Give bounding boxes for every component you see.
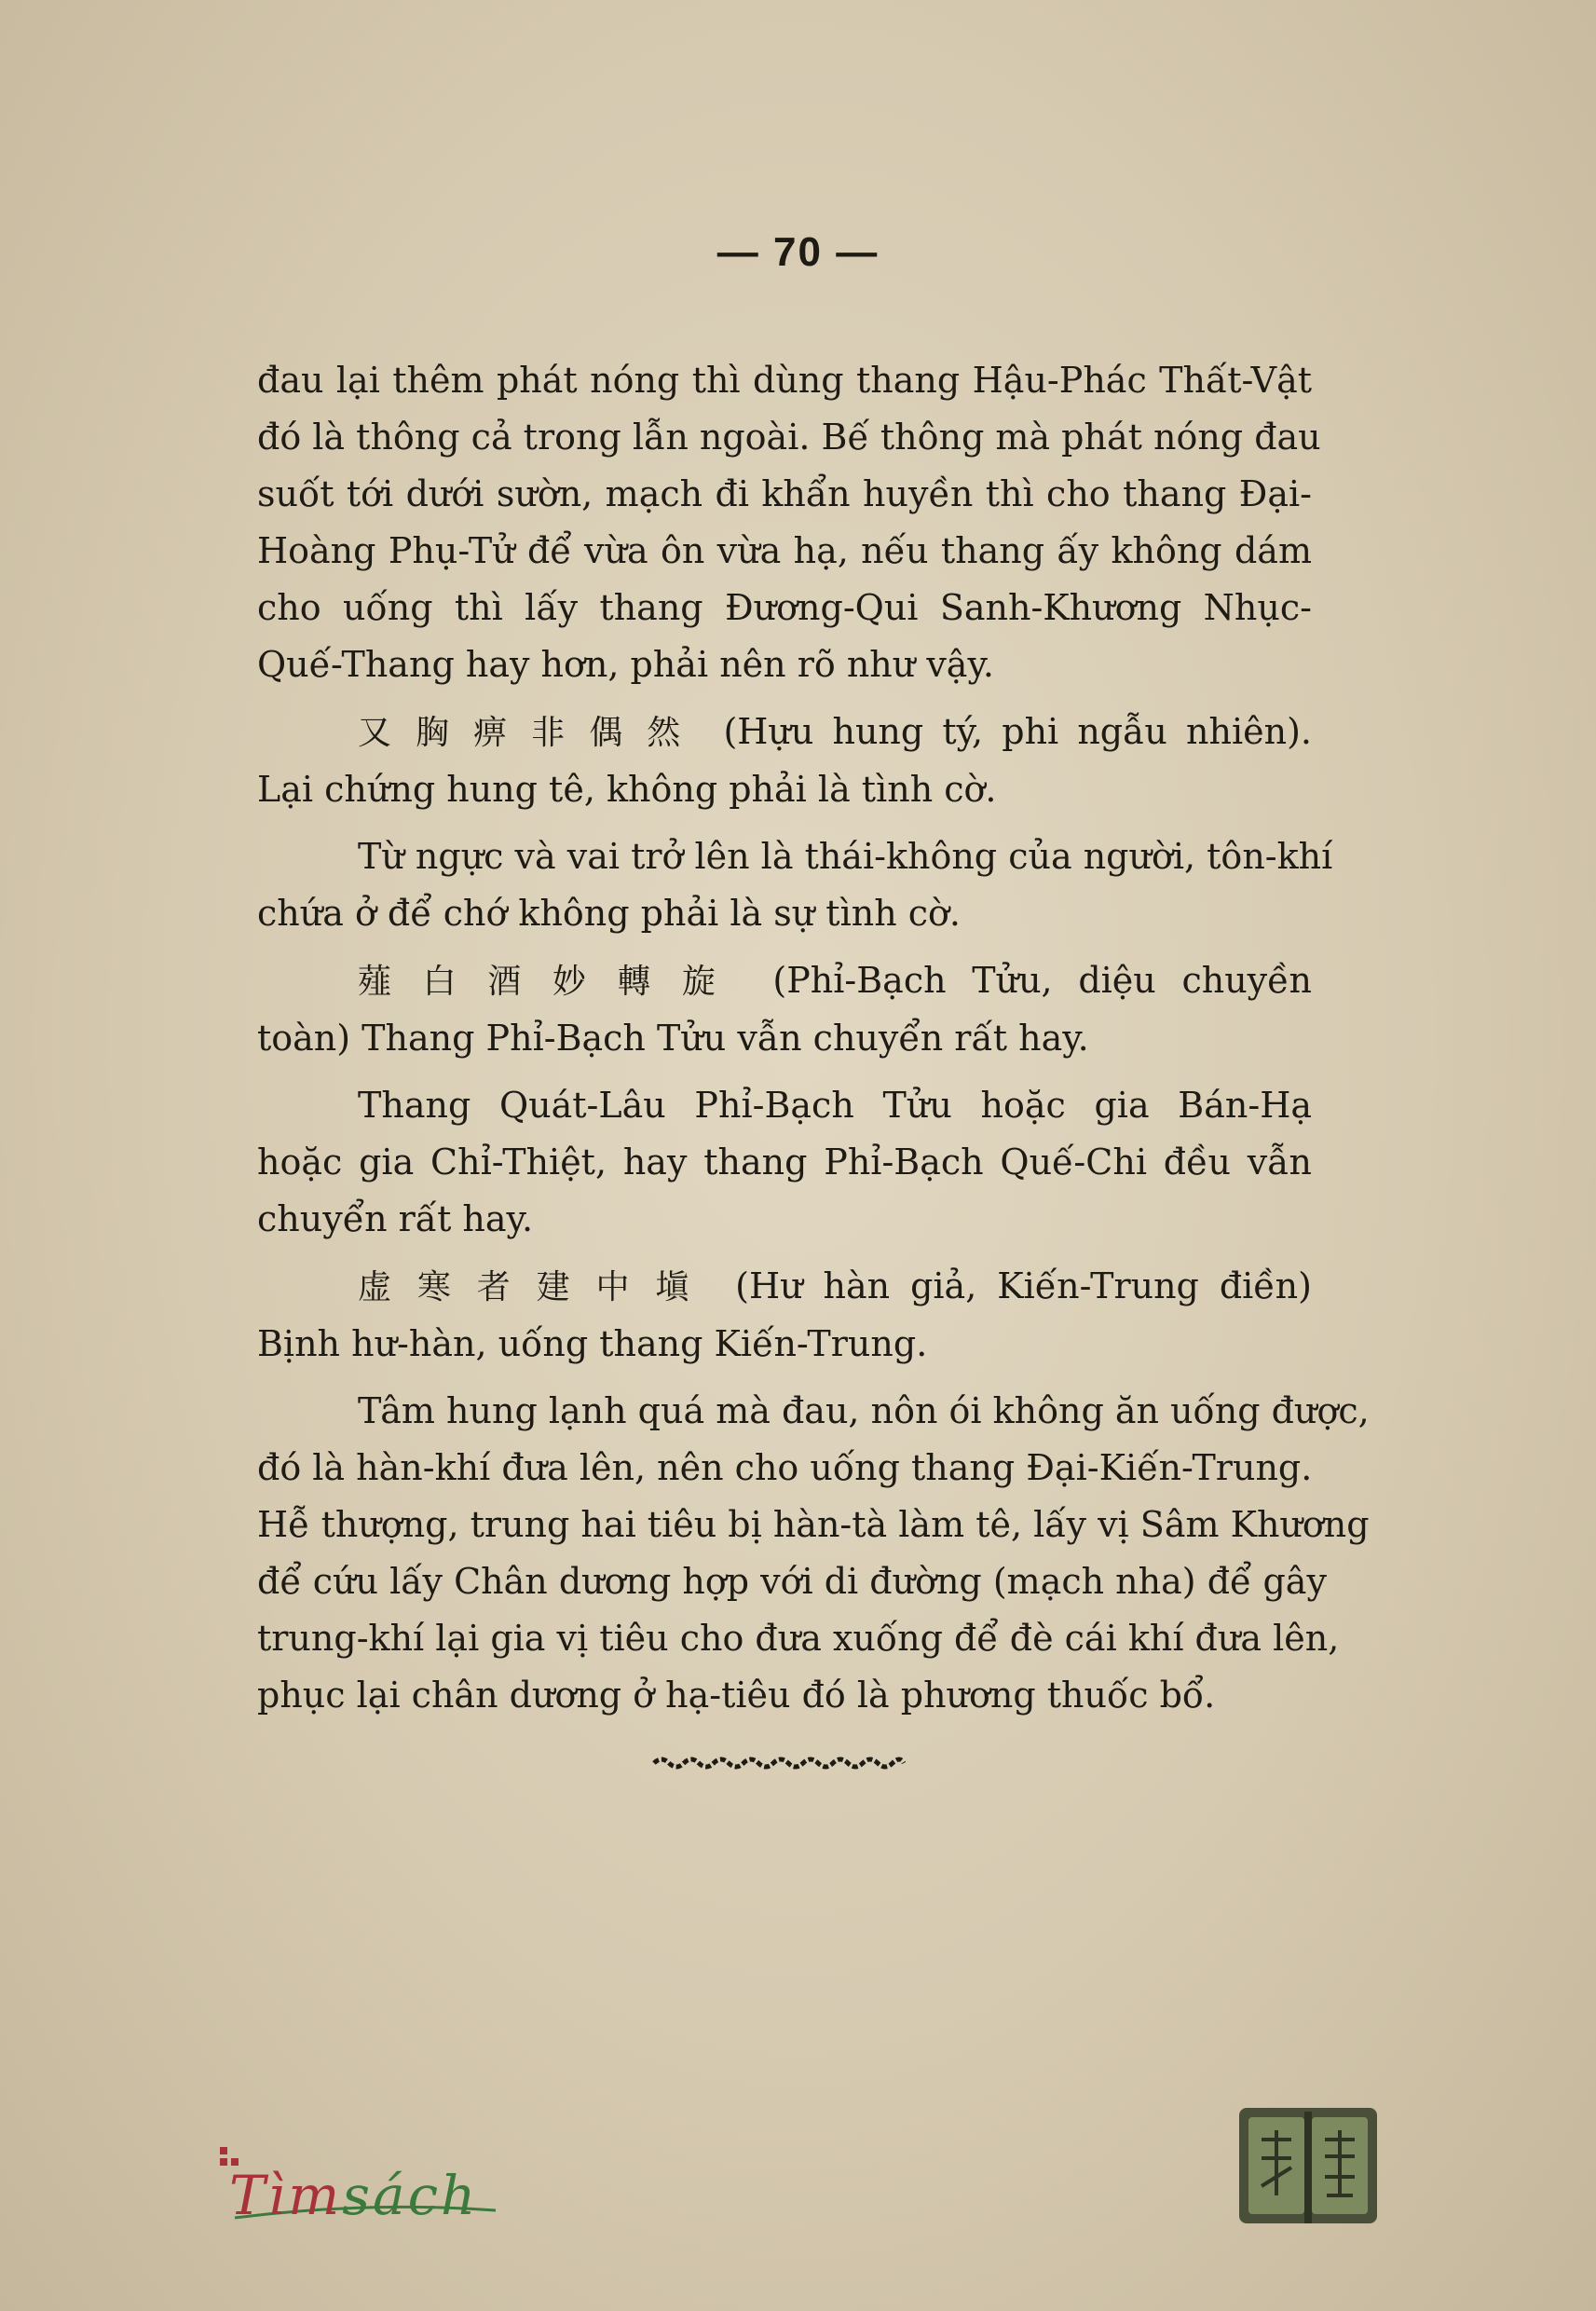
han-characters: 薤白酒妙轉旋 [358,963,747,1001]
brand-text-part1: Tìm [229,2164,343,2227]
text-line: để cứu lấy Chân dương hợp với di đường (mạch nha) để gây [257,1561,1327,1602]
han-characters: 又胸痹非偶然 [358,714,705,752]
text-line: Hoàng Phụ-Tử để vừa ôn vừa hạ, nếu thang ấy không dám [257,530,1312,571]
han-characters: 虚寒者建中塡 [358,1268,716,1306]
brand-watermark [216,2145,514,2229]
document-body [257,352,1370,1734]
text-line: đau lại thêm phát nóng thì dùng thang Hậu-Phác Thất-Vật [257,360,1312,401]
text-line: Quế-Thang hay hơn, phải nên rõ như vậy. [257,644,994,685]
paragraph-5 [257,1077,1312,1248]
section-separator [652,1752,906,1771]
verse-reading: (Hựu hung tý, phi ngẫu nhiên). [723,711,1312,752]
brand-text [229,2164,478,2227]
text-line [257,704,1312,761]
paragraph-6 [257,1258,1312,1373]
text-line: Tâm hung lạnh quá mà đau, nôn ói không ăn uống được, [358,1390,1370,1431]
page-number: — 70 — [716,229,880,275]
book-seal-icon [1234,2102,1383,2233]
paragraph-1 [257,352,1321,693]
text-line: cho uống thì lấy thang Đương-Qui Sanh-Khương Nhục- [257,587,1312,628]
text-line: suốt tới dưới sườn, mạch đi khẩn huyền thì cho thang Đại- [257,473,1312,514]
text-line: toàn) Thang Phỉ-Bạch Tửu vẫn chuyển rất hay. [257,1018,1089,1059]
text-line: phục lại chân dương ở hạ-tiêu đó là phương thuốc bổ. [257,1675,1216,1716]
text-line: đó là thông cả trong lẫn ngoài. Bế thông mà phát nóng đau [257,417,1321,458]
text-line: chứa ở để chớ không phải là sự tình cờ. [257,893,961,934]
text-line: Từ ngực và vai trở lên là thái-không của người, tôn-khí [358,836,1333,877]
text-line: Hễ thượng, trung hai tiêu bị hàn-tà làm tê, lấy vị Sâm Khương [257,1504,1370,1545]
text-line: đó là hàn-khí đưa lên, nên cho uống thang Đại-Kiến-Trung. [257,1447,1313,1488]
paragraph-7 [257,1383,1370,1724]
brand-text-part2: sách [342,2164,479,2227]
text-line: hoặc gia Chỉ-Thiệt, hay thang Phỉ-Bạch Quế-Chi đều vẫn [257,1142,1312,1183]
text-line: trung-khí lại gia vị tiêu cho đưa xuống để đè cái khí đưa lên, [257,1618,1340,1659]
text-line: Lại chứng hung tê, không phải là tình cờ. [257,769,997,810]
text-line: chuyển rất hay. [257,1198,534,1239]
paragraph-4 [257,952,1312,1067]
text-line: Thang Quát-Lâu Phỉ-Bạch Tửu hoặc gia Bán-Hạ [358,1085,1312,1126]
text-line: Bịnh hư-hàn, uống thang Kiến-Trung. [257,1323,928,1364]
text-line [257,1258,1312,1316]
verse-reading: (Phỉ-Bạch Tửu, diệu chuyền [772,960,1312,1001]
verse-reading: (Hư hàn giả, Kiến-Trung điền) [735,1265,1312,1306]
text-line [257,952,1312,1010]
paragraph-2 [257,704,1312,818]
paragraph-3 [257,828,1333,942]
